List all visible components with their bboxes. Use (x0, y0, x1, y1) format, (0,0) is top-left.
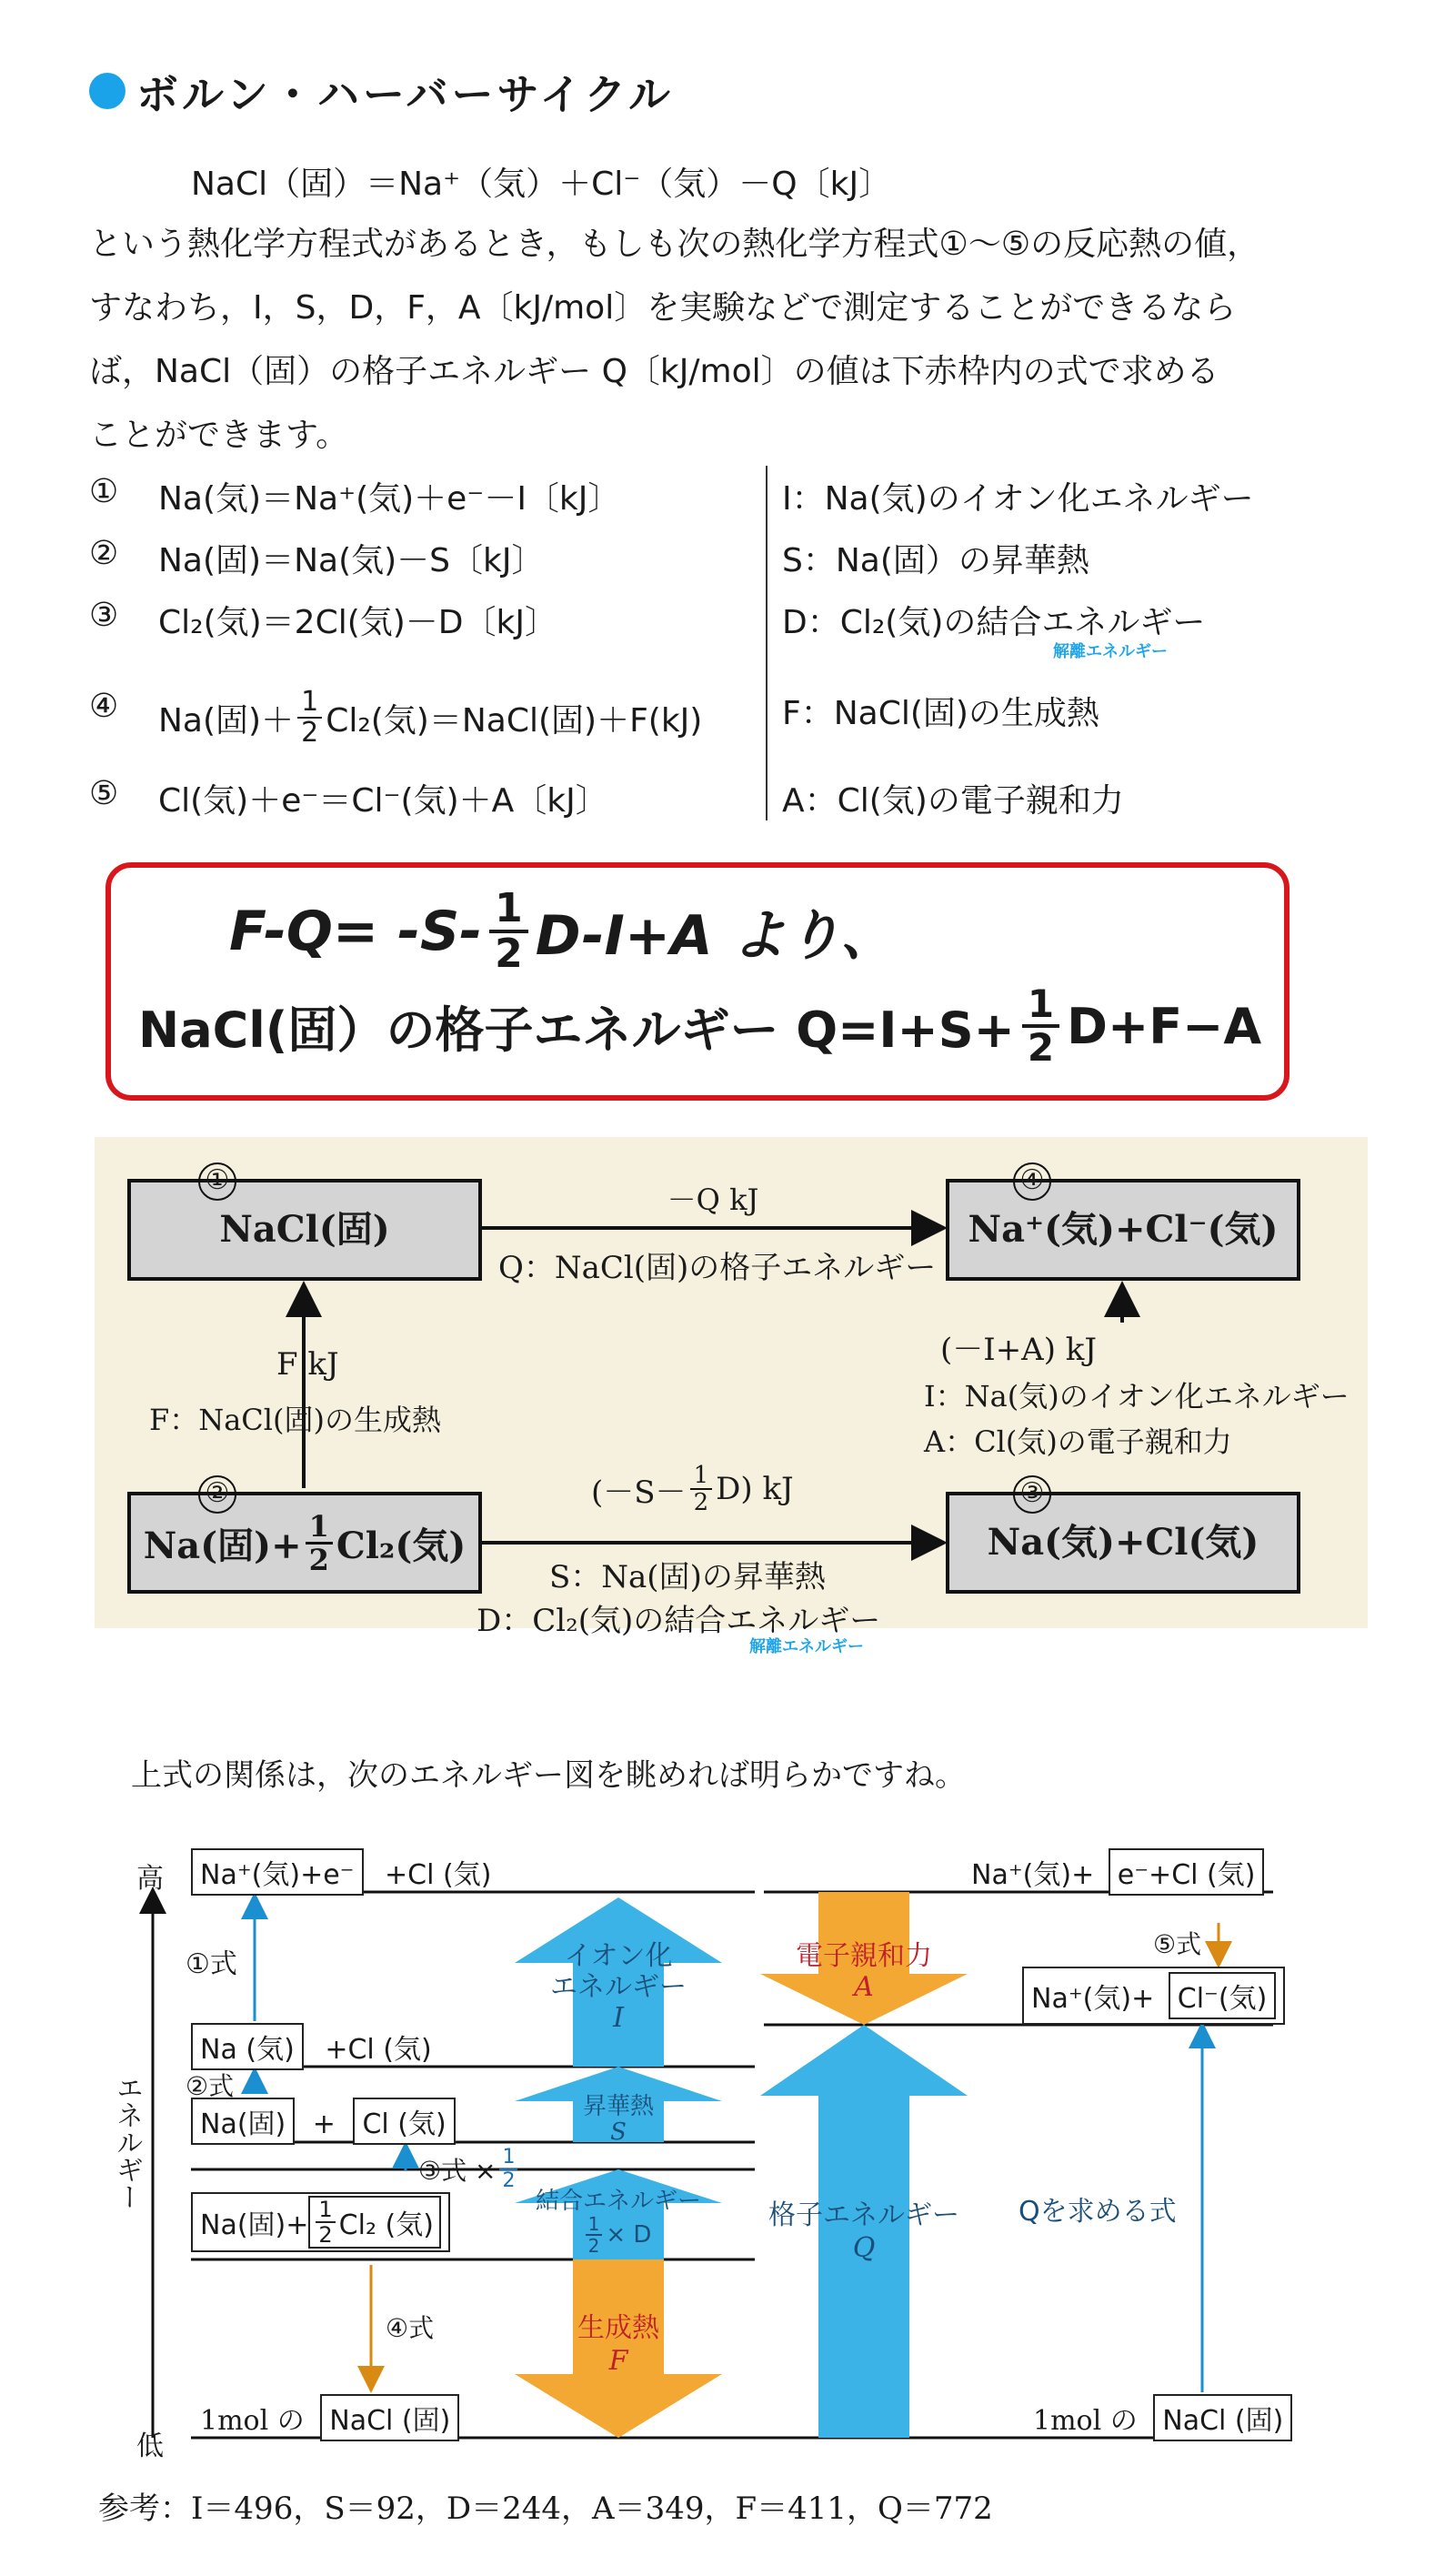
ionization-label-line: エネルギー (550, 1971, 687, 2003)
level-box: Na⁺(気)+e⁻ (191, 1848, 364, 1896)
lattice-label (764, 2199, 964, 2265)
formula-line-1-pre: F-Q= -S- (229, 900, 483, 963)
energy-low-label: 低 (136, 2430, 164, 2462)
formula-line-2-pre: NaCl(固）の格子エネルギー Q=I+S+ (138, 1001, 1015, 1059)
fraction-half (499, 2147, 517, 2192)
frac-numerator: 1 (316, 2198, 335, 2223)
level-box: Cl (気) (353, 2098, 455, 2145)
fraction-half (586, 2214, 603, 2256)
bottom-arrow-label-pre: (－S－ (591, 1474, 687, 1511)
frac-denominator: 2 (1027, 1025, 1055, 1070)
level-rest: +Cl (気) (325, 2034, 432, 2066)
eq-desc: S：Na(固）の昇華熱 (782, 542, 1089, 579)
right-level-3-label (1033, 2394, 1292, 2441)
step-5-label: ⑤式 (1153, 1929, 1202, 1959)
level-plus: + (312, 2108, 336, 2140)
dissociation-note: 解離エネルギー (1053, 642, 1168, 661)
step-1-label: ①式 (186, 1948, 237, 1980)
eq-desc: A：Cl(気)の電子親和力 (782, 782, 1124, 820)
ionization-symbol: I (613, 2002, 624, 2034)
divider-line (766, 466, 768, 820)
right-arrow-desc: I：Na(気)のイオン化エネルギー (924, 1379, 1350, 1414)
cycle-box-label: Na⁺(気)+Cl⁻(気) (968, 1208, 1279, 1251)
top-arrow-label: －Q kJ (667, 1182, 759, 1217)
ionization-label-line: イオン化 (564, 1940, 673, 1972)
affinity-label (782, 1941, 946, 2003)
formation-symbol: F (608, 2345, 628, 2377)
main-equation: NaCl（固）＝Na⁺（気）＋Cl⁻（気）－Q〔kJ〕 (191, 166, 892, 203)
formation-label-line: 生成熱 (577, 2312, 659, 2344)
right-level-2-label (1022, 1967, 1285, 2025)
frac-denominator: 2 (693, 1489, 709, 1516)
lattice-symbol: Q (852, 2232, 876, 2264)
eq-text: Na(気)＝Na⁺(気)＋e⁻－I〔kJ〕 (158, 480, 621, 518)
frac-denominator: 2 (301, 717, 319, 749)
reference-values: 参考：I＝496，S＝92，D＝244，A＝349，F＝411，Q＝772 (98, 2490, 993, 2527)
level-box: e⁻+Cl (気) (1109, 1848, 1265, 1896)
level-1-label (191, 1848, 491, 1896)
affinity-symbol: A (854, 1971, 874, 2003)
eq-num: ① (89, 473, 119, 510)
fraction-half (690, 1463, 713, 1515)
intro-line: ことができます。 (89, 417, 349, 454)
left-arrow-label: F kJ (276, 1346, 339, 1383)
energy-level-diagram (91, 1828, 1382, 2465)
energy-intro: 上式の関係は，次のエネルギー図を眺めれば明らかですね。 (131, 1757, 966, 1794)
right-level-pre: 1mol の (1033, 2405, 1138, 2437)
born-haber-cycle-diagram (95, 1137, 1368, 1656)
title-bullet-icon (89, 73, 125, 109)
bottom-arrow-desc: S：Na(固)の昇華熱 (549, 1559, 826, 1595)
step-2-label: ②式 (186, 2071, 235, 2101)
step-4-label: ④式 (386, 2313, 435, 2343)
intro-line: という熱化学方程式があるとき，もしも次の熱化学方程式①〜⑤の反応熱の値， (89, 226, 1260, 263)
right-arrow-desc: A：Cl(気)の電子親和力 (924, 1424, 1232, 1459)
lattice-label-line: 格子エネルギー (768, 2199, 959, 2231)
bottom-arrow-desc: D：Cl₂(気)の結合エネルギー (477, 1603, 881, 1639)
formula-line-2 (138, 981, 1262, 1070)
eq-text: Na(固)＝Na(気)－S〔kJ〕 (158, 542, 545, 579)
cycle-box-label-pre: Na(固)+ (143, 1524, 302, 1567)
frac-numerator: 1 (297, 688, 322, 719)
formation-label (537, 2312, 700, 2378)
equation-list (89, 466, 1362, 820)
frac-denominator: 2 (308, 1542, 329, 1577)
bond-label-line (518, 2214, 718, 2256)
cycle-box-number: ② (198, 1475, 236, 1514)
eq-num: ③ (89, 597, 119, 634)
right-level-pre: Na⁺(気)+ (1031, 1983, 1155, 2015)
fraction-half (297, 688, 322, 748)
frac-denominator: 2 (318, 2222, 333, 2248)
level-4-label (191, 2192, 450, 2252)
energy-axis-label: エネルギー (111, 2074, 143, 2210)
cycle-box-label-post: Cl₂(気) (336, 1524, 467, 1567)
dissociation-note: 解離エネルギー (749, 1637, 864, 1656)
frac-denominator: 2 (587, 2235, 600, 2257)
frac-numerator: 1 (586, 2214, 603, 2236)
level-5-pre: 1mol の (200, 2405, 305, 2437)
fraction-half (489, 885, 528, 977)
ionization-label (537, 1941, 700, 2034)
level-5-label (200, 2394, 459, 2441)
bottom-arrow-label (591, 1463, 794, 1515)
frac-denominator: 2 (495, 931, 523, 977)
top-arrow-desc: Q：NaCl(固)の格子エネルギー (498, 1250, 937, 1286)
sublimation-label-line: 昇華熱 (582, 2093, 654, 2120)
intro-line: ば，NaCl（固）の格子エネルギー Q〔kJ/mol〕の値は下赤枠内の式で求める (89, 353, 1219, 390)
level-box: NaCl (固) (320, 2394, 459, 2441)
eq-desc: D：Cl₂(気)の結合エネルギー (782, 604, 1206, 641)
right-level-1-label (971, 1848, 1264, 1896)
frac-numerator: 1 (1022, 984, 1059, 1028)
level-box: Cl⁻(気) (1169, 1972, 1277, 2019)
eq-num: ⑤ (89, 775, 119, 812)
eq-text (158, 688, 702, 748)
bottom-arrow-label-post: D) kJ (716, 1471, 794, 1507)
formula-line-2-post: D+F−A (1067, 997, 1262, 1055)
fraction-half (316, 2198, 335, 2247)
page-title: ボルン・ハーバーサイクル (136, 70, 675, 119)
cycle-box-number: ④ (1013, 1162, 1051, 1201)
sublimation-label (537, 2094, 700, 2145)
cycle-box-label: NaCl(固) (219, 1208, 390, 1251)
intro-line: すなわち，I，S，D，F，A〔kJ/mol〕を実験などで測定することができるなら (89, 289, 1237, 327)
level-4-fraction-box (308, 2196, 441, 2249)
step-3-text: ③式 × (418, 2156, 497, 2186)
energy-high-label: 高 (136, 1863, 164, 1895)
bond-label (518, 2189, 718, 2256)
level-2-label (191, 2023, 432, 2070)
right-arrow-label: (－I+A) kJ (940, 1332, 1098, 1368)
cycle-box-label: Na(気)+Cl(気) (987, 1521, 1259, 1564)
fraction-half (1022, 981, 1059, 1070)
q-formula-label: Qを求める式 (1018, 2196, 1177, 2228)
level-3-label (191, 2098, 456, 2145)
eq-text-post: Cl₂(気)＝NaCl(固)＋F(kJ) (326, 701, 703, 740)
intro-paragraph (89, 213, 1259, 468)
eq-text: Cl(気)＋e⁻＝Cl⁻(気)＋A〔kJ〕 (158, 782, 608, 820)
right-level-pre: Na⁺(気)+ (971, 1859, 1095, 1891)
level-box: Na (気) (191, 2023, 304, 2070)
level-4-pre: Na(固)+ (200, 2209, 309, 2241)
level-box: Na(固) (191, 2098, 295, 2145)
eq-text-pre: Na(固)＋ (158, 701, 295, 740)
bond-label-line: 結合エネルギー (535, 2188, 701, 2215)
eq-num: ④ (89, 688, 119, 725)
step-3-label (418, 2147, 517, 2192)
level-4-post: Cl₂ (気) (338, 2209, 434, 2241)
cycle-box-number: ① (198, 1162, 236, 1201)
eq-desc: F：NaCl(固)の生成熱 (782, 695, 1099, 732)
energy-diagram-graphics (91, 1828, 1382, 2465)
formula-line-1-post: D-I+A より、 (535, 904, 896, 968)
frac-numerator: 1 (489, 888, 528, 933)
frac-numerator: 1 (499, 2147, 517, 2170)
eq-text: Cl₂(気)＝2Cl(気)－D〔kJ〕 (158, 604, 557, 641)
formula-line-1 (229, 885, 896, 977)
bond-symbol: × D (606, 2221, 652, 2249)
frac-numerator: 1 (690, 1463, 713, 1490)
lattice-energy-formula-box (105, 862, 1289, 1101)
level-rest: +Cl (気) (385, 1859, 492, 1891)
eq-num: ② (89, 535, 119, 572)
left-arrow-desc: F：NaCl(固)の生成熱 (149, 1403, 441, 1437)
cycle-box-number: ③ (1013, 1475, 1051, 1514)
frac-numerator: 1 (306, 1511, 333, 1545)
affinity-label-line: 電子親和力 (796, 1940, 932, 1972)
sublimation-symbol: S (610, 2118, 627, 2146)
frac-denominator: 2 (502, 2169, 516, 2192)
level-box: NaCl (固) (1153, 2394, 1292, 2441)
eq-desc: I：Na(気)のイオン化エネルギー (782, 480, 1254, 518)
